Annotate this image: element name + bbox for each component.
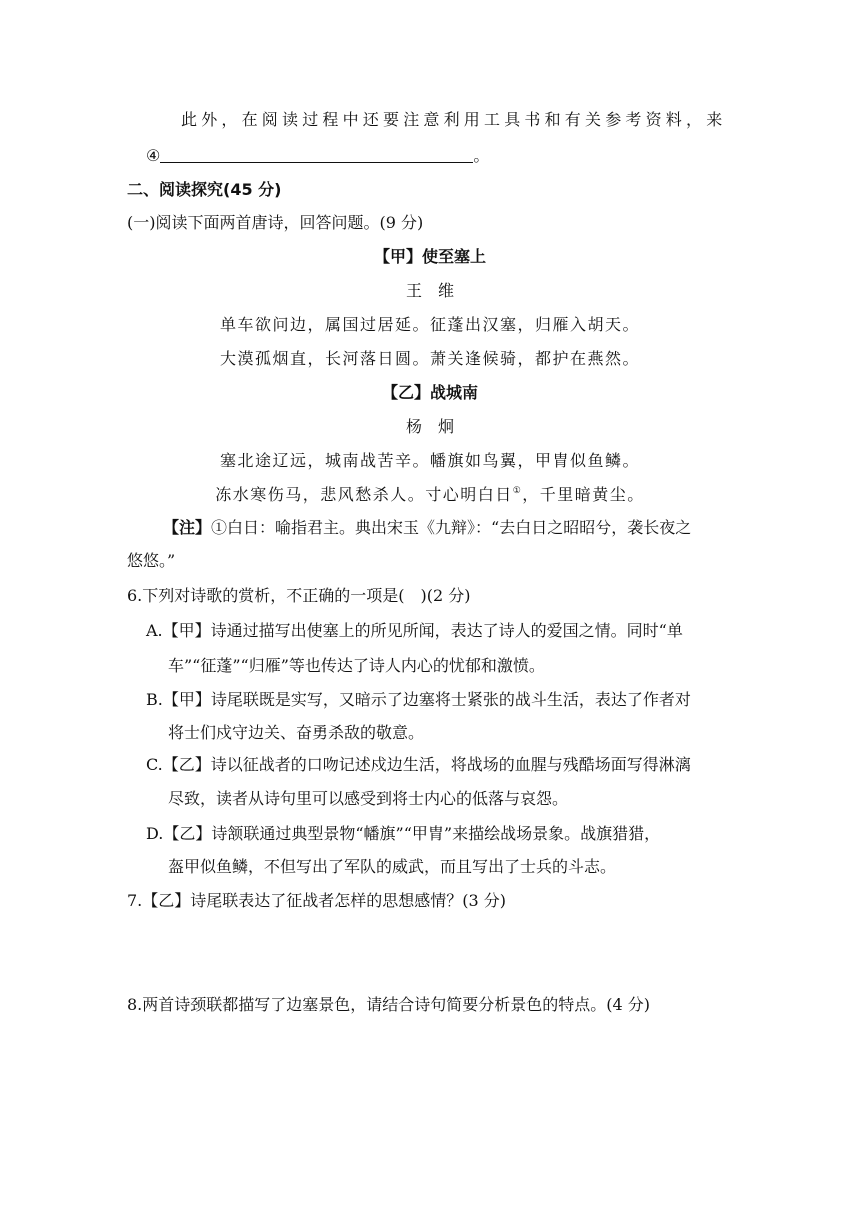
poem-b-line-2-part-2: ，千里暗黄尘。	[522, 485, 645, 504]
question-8-stem: 8.两首诗颈联都描写了边塞景色，请结合诗句简要分析景色的特点。(4 分)	[127, 995, 651, 1014]
option-a-line-2: 车”“征蓬”“归雁”等也传达了诗人内心的忧郁和激愤。	[168, 656, 545, 675]
poem-a-author: 王 维	[405, 281, 454, 300]
note-line-1	[163, 518, 691, 538]
part1-instruction: (一)阅读下面两首唐诗，回答问题。(9 分)	[127, 213, 424, 232]
poem-b-author: 杨 炯	[405, 417, 454, 436]
question-6-stem: 6.下列对诗歌的赏析，不正确的一项是( )(2 分)	[127, 586, 471, 605]
note-line-2: 悠悠。”	[127, 551, 176, 570]
question-7-stem: 7.【乙】诗尾联表达了征战者怎样的思想感情？(3 分)	[127, 891, 507, 910]
option-d-line-1: D.【乙】诗颔联通过典型景物“幡旗”“甲胄”来描绘战场景象。战旗猎猎，	[146, 824, 661, 843]
option-c-line-1: C.【乙】诗以征战者的口吻记述戍边生活，将战场的血腥与残酷场面写得淋漓	[146, 755, 691, 774]
option-b-line-1: B.【甲】诗尾联既是实写，又暗示了边塞将士紧张的战斗生活，表达了作者对	[146, 690, 691, 709]
poem-a-line-2: 大漠孤烟直，长河落日圆。萧关逢候骑，都护在燕然。	[219, 349, 640, 368]
poem-b-line-2	[0, 485, 860, 505]
footnote-ref: ①	[512, 486, 523, 496]
poem-a-line-1: 单车欲问边，属国过居延。征蓬出汉塞，归雁入胡天。	[219, 315, 640, 334]
option-b-line-2: 将士们戍守边关、奋勇杀敌的敬意。	[168, 723, 425, 742]
poem-a-title: 【甲】使至塞上	[373, 247, 486, 266]
poem-b-line-2-part-1: 冻水寒伤马，悲风愁杀人。寸心明白日	[215, 485, 513, 504]
note-label: 【注】	[163, 518, 212, 537]
option-c-line-2: 尽致，读者从诗句里可以感受到将士内心的低落与哀怨。	[168, 789, 569, 808]
option-a-line-1: A.【甲】诗通过描写出使塞上的所见所闻，表达了诗人的爱国之情。同时“单	[146, 621, 683, 640]
note-text: ①白日：喻指君主。典出宋玉《九辩》：“去白日之昭昭兮，袭长夜之	[211, 518, 692, 537]
period: 。	[473, 146, 490, 165]
circled-marker: ④	[146, 146, 161, 165]
poem-b-title: 【乙】战城南	[381, 383, 478, 402]
section-heading: 二、阅读探究(45 分)	[127, 180, 282, 199]
answer-blank[interactable]	[160, 146, 473, 163]
intro-line-1: 此外，在阅读过程中还要注意利用工具书和有关参考资料，来	[181, 110, 727, 129]
option-d-line-2: 盔甲似鱼鳞，不但写出了军队的威武，而且写出了士兵的斗志。	[168, 857, 617, 876]
intro-line-2	[146, 146, 489, 166]
poem-b-line-1: 塞北途辽远，城南战苦辛。幡旗如鸟翼，甲胄似鱼鳞。	[219, 451, 640, 470]
